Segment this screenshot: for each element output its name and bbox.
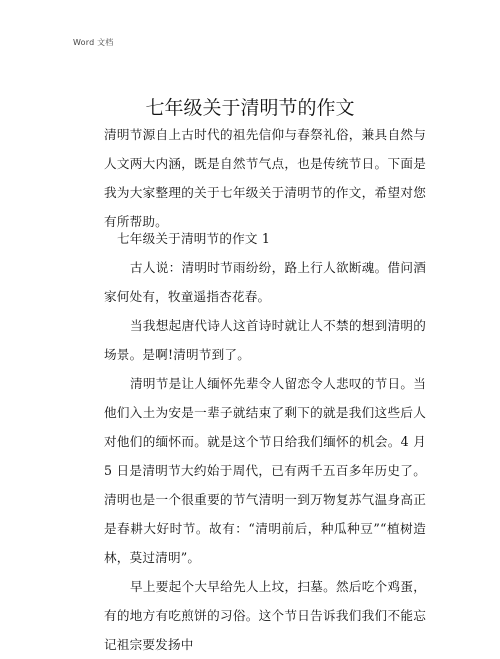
intro-block — [104, 120, 426, 236]
essay-section-1 — [104, 224, 426, 659]
section-heading: 七年级关于清明节的作文 1 — [117, 231, 271, 246]
document-title: 七年级关于清明节的作文 — [145, 96, 355, 119]
body-paragraph: 早上要起个大早给先人上坟，扫墓。然后吃个鸡蛋，有的地方有吃煎饼的习俗。这个节日告诉我们我们不能忘记祖宗要发扬中 — [104, 579, 426, 652]
body-paragraph: 清明节是让人缅怀先辈令人留恋令人悲叹的节日。当他们入土为安是一辈子就结束了剩下的就是我们这些后人对他们的缅怀而。就是这个节日给我们缅怀的机会。4 月 5 日是清明节大约始于周代，已有两千五百多年历史了。清明也是一个很重要的节气清明一到万物复苏气温身高正是春耕大好时节。故有：“清明前后，种瓜种豆”“植树造林，莫过清明”。 — [104, 376, 426, 565]
body-paragraph: 古人说：清明时节雨纷纷，路上行人欲断魂。借问酒家何处有，牧童遥指杏花春。 — [104, 260, 426, 304]
body-paragraph: 当我想起唐代诗人这首诗时就让人不禁的想到清明的场景。是啊!清明节到了。 — [104, 318, 426, 362]
document-type-label: Word 文档 — [73, 38, 114, 47]
intro-paragraph: 清明节源自上古时代的祖先信仰与春祭礼俗，兼具自然与人文两大内涵，既是自然节气点，也是传统节日。下面是我为大家整理的关于七年级关于清明节的作文，希望对您有所帮助。 — [104, 127, 426, 229]
